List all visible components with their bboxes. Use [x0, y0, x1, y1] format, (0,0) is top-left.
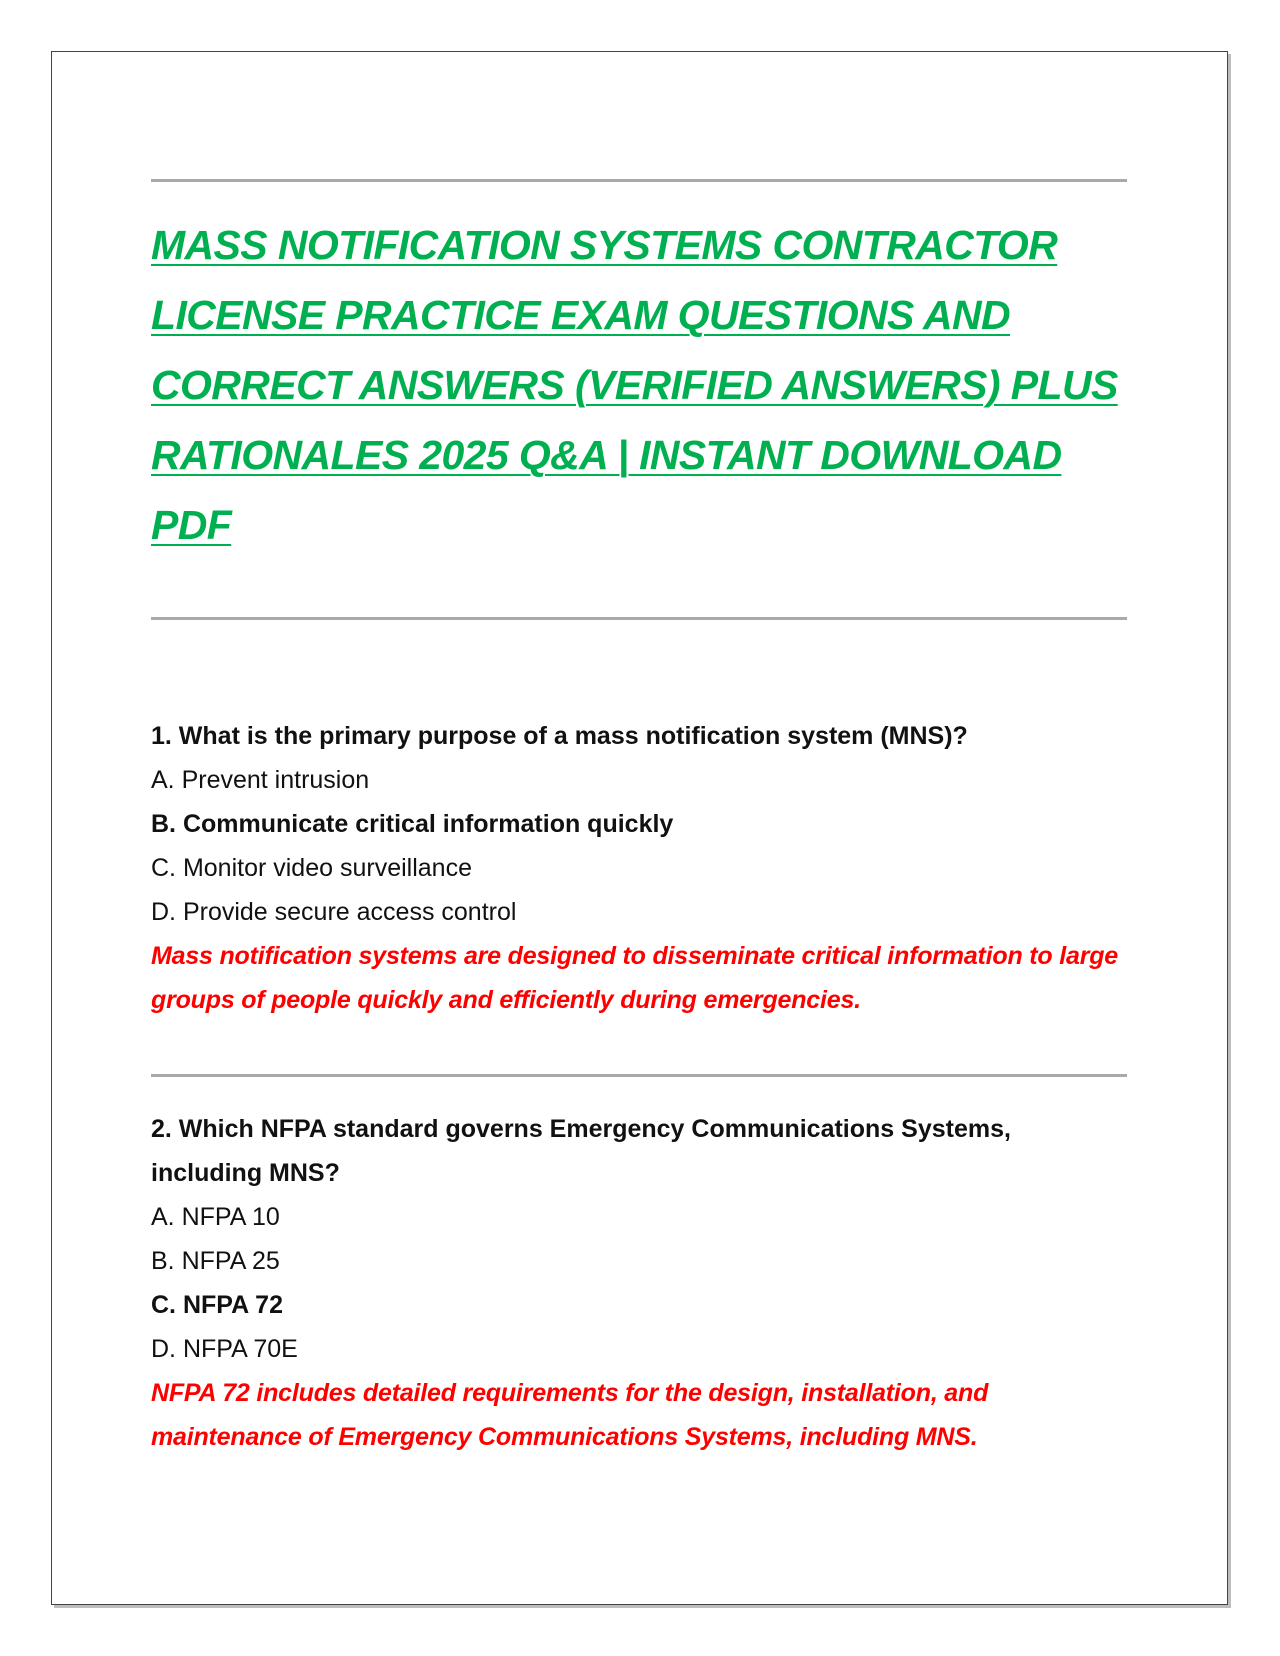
option-a: A. Prevent intrusion	[151, 766, 370, 794]
option-a: A. NFPA 10	[151, 1203, 280, 1231]
divider-top	[151, 179, 1127, 182]
question-1	[151, 714, 1141, 1022]
question-2	[151, 1107, 1141, 1459]
option-c-correct: C. NFPA 72	[151, 1291, 283, 1319]
question-text: 2. Which NFPA standard governs Emergency Communications Systems, including MNS?	[151, 1115, 1011, 1187]
option-c: C. Monitor video surveillance	[151, 854, 472, 882]
divider-between-questions	[151, 1074, 1127, 1077]
document-title[interactable]: MASS NOTIFICATION SYSTEMS CONTRACTOR LICENSE PRACTICE EXAM QUESTIONS AND CORRECT ANSWERS (VERIFIED ANSWERS) PLUS RATIONALES 2025 Q&A | INSTANT DOWNLOAD PDF	[151, 222, 1118, 548]
divider-after-title	[151, 617, 1127, 620]
question-text: 1. What is the primary purpose of a mass notification system (MNS)?	[151, 722, 968, 750]
option-b-correct: B. Communicate critical information quickly	[151, 810, 674, 838]
option-d: D. NFPA 70E	[151, 1335, 298, 1363]
rationale: Mass notification systems are designed to disseminate critical information to large groups of people quickly and efficiently during emergencies.	[151, 942, 1118, 1014]
option-b: B. NFPA 25	[151, 1247, 280, 1275]
rationale: NFPA 72 includes detailed requirements for the design, installation, and maintenance of Emergency Communications Systems, including MNS.	[151, 1379, 989, 1451]
option-d: D. Provide secure access control	[151, 898, 517, 926]
